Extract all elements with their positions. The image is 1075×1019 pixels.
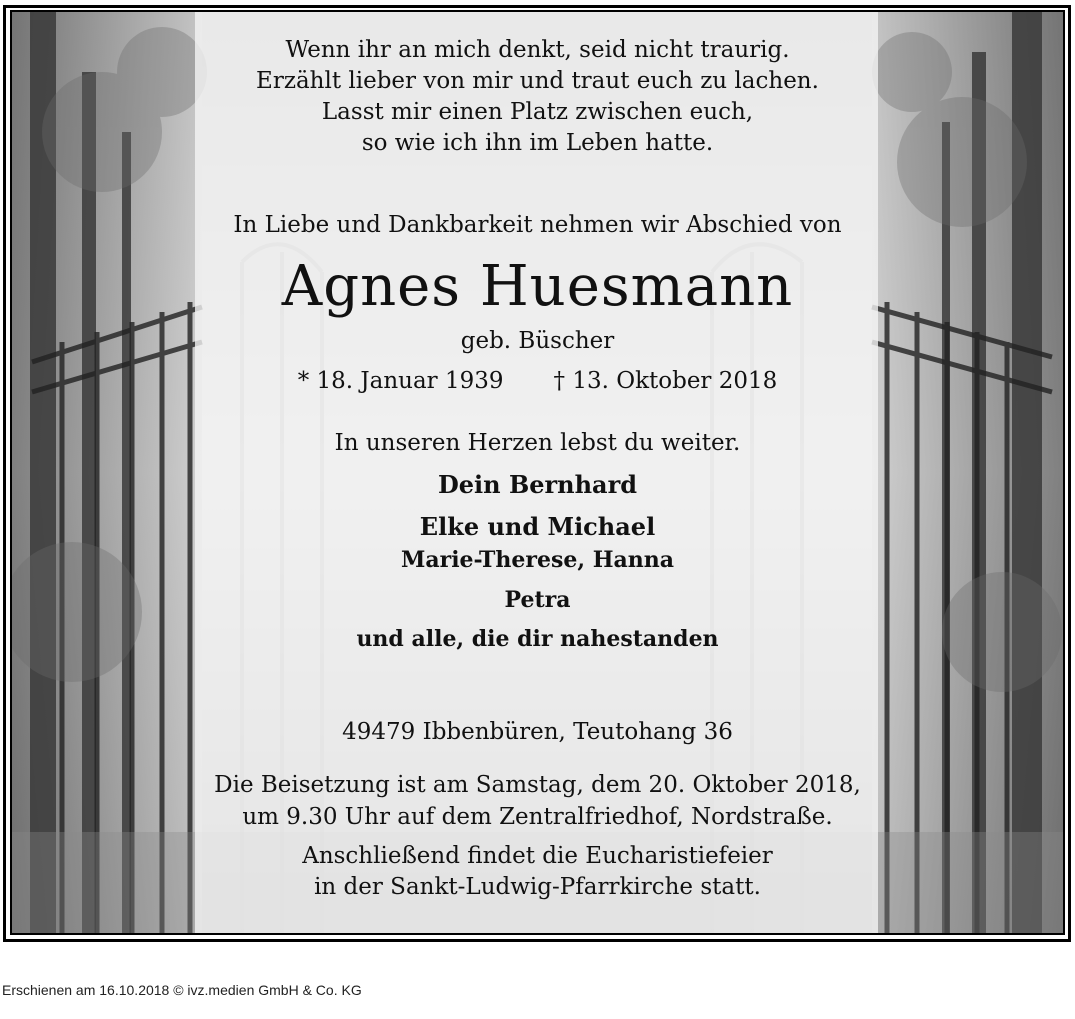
- life-dates: [0, 368, 1075, 394]
- publication-footer: Erschienen am 16.10.2018 © ivz.medien GmbH & Co. KG: [2, 982, 362, 998]
- deceased-name: Agnes Huesmann: [281, 254, 794, 319]
- mourner-1: Dein Bernhard: [437, 470, 638, 499]
- mourner-2: Elke und Michael: [419, 512, 656, 541]
- poem-line-1: Wenn ihr an mich denkt, seid nicht traurig.: [285, 37, 790, 63]
- address: 49479 Ibbenbüren, Teutohang 36: [342, 719, 733, 745]
- mourner-5: und alle, die dir nahestanden: [356, 626, 719, 652]
- farewell-intro: In Liebe und Dankbarkeit nehmen wir Abschied von: [233, 212, 842, 238]
- maiden-name: geb. Büscher: [460, 328, 615, 354]
- mourner-4: Petra: [504, 587, 571, 613]
- mourner-3: Marie-Therese, Hanna: [401, 547, 674, 573]
- birth-date: * 18. Januar 1939: [297, 368, 504, 394]
- funeral-line-4: in der Sankt-Ludwig-Pfarrkirche statt.: [314, 874, 761, 900]
- poem-line-3: Lasst mir einen Platz zwischen euch,: [321, 99, 754, 125]
- death-date: † 13. Oktober 2018: [553, 368, 778, 394]
- funeral-line-1: Die Beisetzung ist am Samstag, dem 20. Oktober 2018,: [214, 772, 861, 798]
- funeral-line-3: Anschließend findet die Eucharistiefeier: [302, 843, 773, 869]
- poem-line-2: Erzählt lieber von mir und traut euch zu lachen.: [256, 68, 819, 94]
- funeral-line-2: um 9.30 Uhr auf dem Zentralfriedhof, Nordstraße.: [242, 804, 833, 830]
- poem-line-4: so wie ich ihn im Leben hatte.: [361, 130, 714, 156]
- sentiment-line: In unseren Herzen lebst du weiter.: [334, 430, 741, 456]
